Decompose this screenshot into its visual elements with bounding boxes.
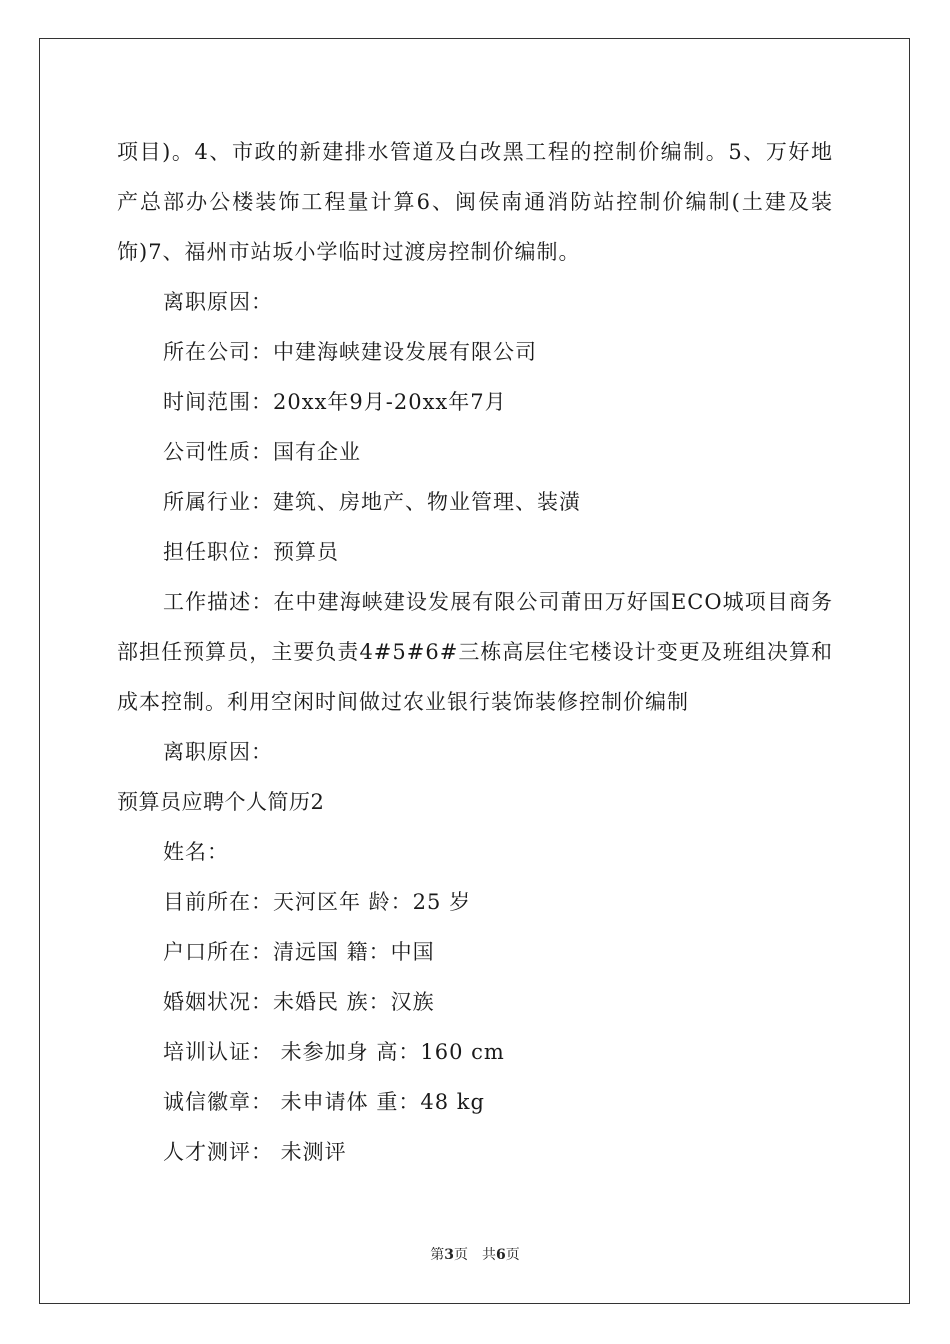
current-page-number: 3 <box>444 1247 454 1263</box>
training-height-line: 培训认证： 未参加身 高：160 cm <box>163 1040 505 1064</box>
talent-assessment-line: 人才测评： 未测评 <box>163 1140 347 1164</box>
hukou-nationality-line: 户口所在：清远国 籍：中国 <box>163 940 435 964</box>
industry-line: 所属行业：建筑、房地产、物业管理、装潢 <box>163 490 581 514</box>
location-age-line: 目前所在：天河区年 龄：25 岁 <box>163 890 472 914</box>
total-prefix: 共 <box>482 1247 496 1263</box>
resume-title: 预算员应聘个人简历2 <box>117 790 325 814</box>
total-suffix: 页 <box>505 1247 520 1263</box>
document-body <box>117 127 833 1177</box>
credit-weight-line: 诚信徽章： 未申请体 重：48 kg <box>163 1090 485 1114</box>
page-suffix: 页 <box>454 1247 468 1263</box>
name-line: 姓名： <box>163 840 229 864</box>
marital-ethnicity-line: 婚姻状况：未婚民 族：汉族 <box>163 990 435 1014</box>
company-line: 所在公司：中建海峡建设发展有限公司 <box>163 340 537 364</box>
total-page-number: 6 <box>496 1247 506 1263</box>
position-line: 担任职位：预算员 <box>163 540 339 564</box>
leave-reason-line-2: 离职原因： <box>163 740 273 764</box>
job-description-paragraph: 工作描述：在中建海峡建设发展有限公司莆田万好国ECO城项目商务部担任预算员，主要负责4#5#6#三栋高层住宅楼设计变更及班组决算和成本控制。利用空闲时间做过农业银行装饰装修控制价编制 <box>117 590 833 714</box>
page-prefix: 第 <box>430 1247 445 1263</box>
time-range-line: 时间范围：20xx年9月-20xx年7月 <box>163 390 507 414</box>
work-experience-paragraph: 项目)。4、市政的新建排水管道及白改黑工程的控制价编制。5、万好地产总部办公楼装饰工程量计算6、闽侯南通消防站控制价编制(土建及装饰)7、福州市站坂小学临时过渡房控制价编制。 <box>117 140 833 264</box>
leave-reason-line: 离职原因： <box>163 290 273 314</box>
company-type-line: 公司性质：国有企业 <box>163 440 361 464</box>
page-footer <box>0 1245 950 1265</box>
